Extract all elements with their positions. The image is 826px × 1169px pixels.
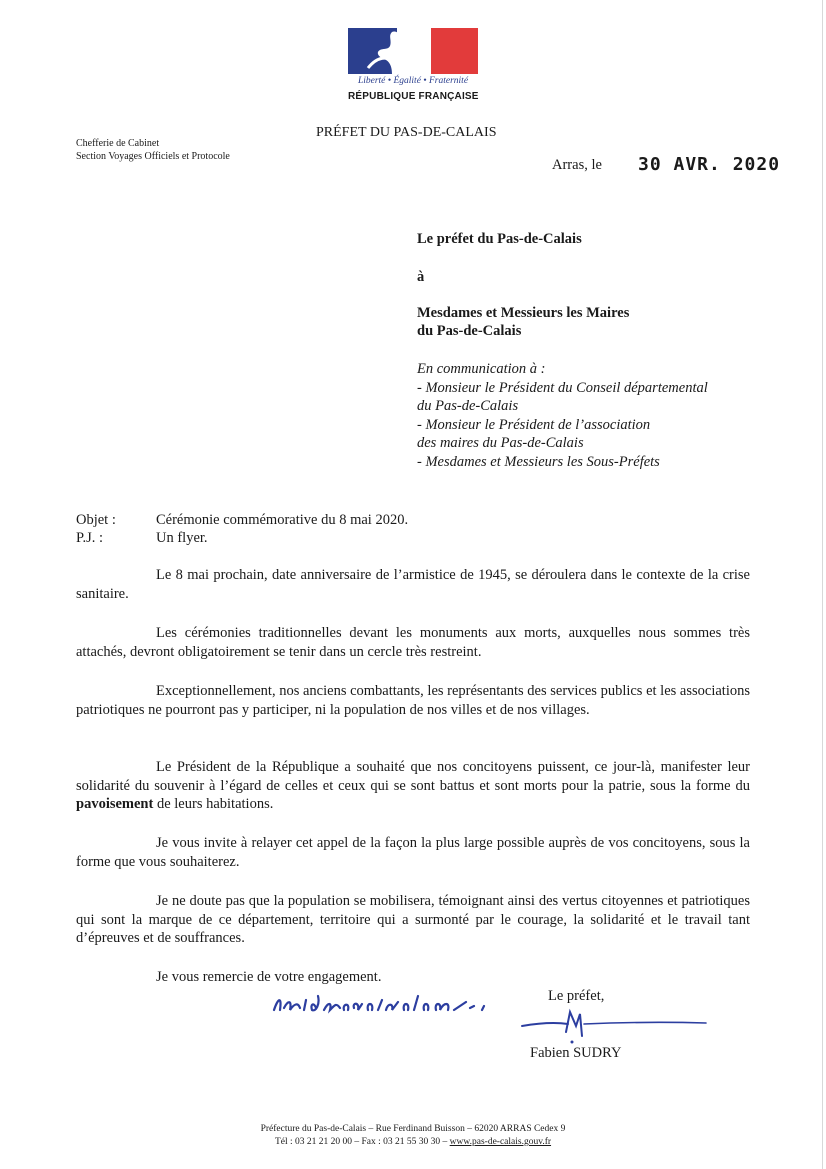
closing-line: Je vous remercie de votre engagement. xyxy=(156,969,382,985)
paragraph-1: Le 8 mai prochain, date anniversaire de l’armistice de 1945, se déroulera dans le contexte de la crise sanitaire. xyxy=(76,567,750,602)
subject-value: Cérémonie commémorative du 8 mai 2020. xyxy=(156,512,409,528)
signature-role: Le préfet, xyxy=(548,988,605,1004)
recipient-line-1: Mesdames et Messieurs les Maires xyxy=(417,305,630,321)
cc-line: des maires du Pas-de-Calais xyxy=(417,435,584,451)
paragraph-4-text-end: de leurs habitations. xyxy=(153,796,274,812)
attachment-label: P.J. : xyxy=(76,530,104,546)
republic-name: RÉPUBLIQUE FRANÇAISE xyxy=(348,91,479,102)
republic-motto: Liberté • Égalité • Fraternité xyxy=(357,76,469,86)
signatory-name: Fabien SUDRY xyxy=(530,1045,622,1061)
tricolor-flag-icon xyxy=(348,28,478,74)
prefect-title: PRÉFET DU PAS-DE-CALAIS xyxy=(316,125,497,140)
paragraph-4-emphasis: pavoisement xyxy=(76,796,154,812)
footer-address: Préfecture du Pas-de-Calais – Rue Ferdinand Buisson – 62020 ARRAS Cedex 9 xyxy=(260,1124,566,1134)
to-word: à xyxy=(417,269,425,285)
website-link[interactable]: www.pas-de-calais.gouv.fr xyxy=(449,1137,552,1147)
paragraph-3: Exceptionnellement, nos anciens combattants, les représentants des services publics et les associations patriotiques ne pourront pas y participer, ni la population de nos villes et de nos villages. xyxy=(76,683,750,718)
footer-contact xyxy=(0,1136,826,1148)
paragraph-4-text: Le Président de la République a souhaité que nos concitoyens puissent, ce jour-là, manifester leur solidarité du souvenir à l’égard de celles et ceux qui se sont battus et sont morts pour la patrie, sous la forme du xyxy=(76,759,750,794)
cc-line: du Pas-de-Calais xyxy=(417,398,519,414)
recipient-line-2: du Pas-de-Calais xyxy=(417,323,522,339)
handwritten-signature xyxy=(520,1006,710,1046)
cc-line: - Monsieur le Président du Conseil départemental xyxy=(417,380,708,396)
marianne-profile-icon xyxy=(348,28,478,74)
marianne-logo xyxy=(348,28,478,108)
cc-heading: En communication à : xyxy=(417,361,546,377)
sender-line: Le préfet du Pas-de-Calais xyxy=(417,231,582,247)
page-edge-line xyxy=(822,0,823,1169)
sender-section: Section Voyages Officiels et Protocole xyxy=(76,151,230,162)
footer-phone-fax: Tél : 03 21 21 20 00 – Fax : 03 21 55 30 30 – xyxy=(274,1137,450,1147)
paragraph-2: Les cérémonies traditionnelles devant les monuments aux morts, auxquelles nous sommes très attachés, devront obligatoirement se tenir dans un cercle très restreint. xyxy=(76,625,750,660)
subject-label: Objet : xyxy=(76,512,116,528)
cc-line: - Monsieur le Président de l’association xyxy=(417,417,651,433)
date-stamp: 30 AVR. 2020 xyxy=(638,154,781,175)
date-place: Arras, le xyxy=(552,157,602,173)
paragraph-5: Je vous invite à relayer cet appel de la façon la plus large possible auprès de vos concitoyens, sous la forme que vous souhaiterez. xyxy=(76,835,750,870)
paragraph-6: Je ne doute pas que la population se mobilisera, témoignant ainsi des vertus citoyennes et patriotiques qui sont la marque de ce département, territoire qui a surmonté par le courage, la solidarité et le travail tant d’épreuves et de souffrances. xyxy=(76,893,750,946)
cc-line: - Mesdames et Messieurs les Sous-Préfets xyxy=(417,454,660,470)
sender-department: Chefferie de Cabinet xyxy=(76,138,160,149)
handwritten-closing xyxy=(270,988,500,1018)
paragraph-4 xyxy=(76,758,750,814)
attachment-value: Un flyer. xyxy=(156,530,208,546)
